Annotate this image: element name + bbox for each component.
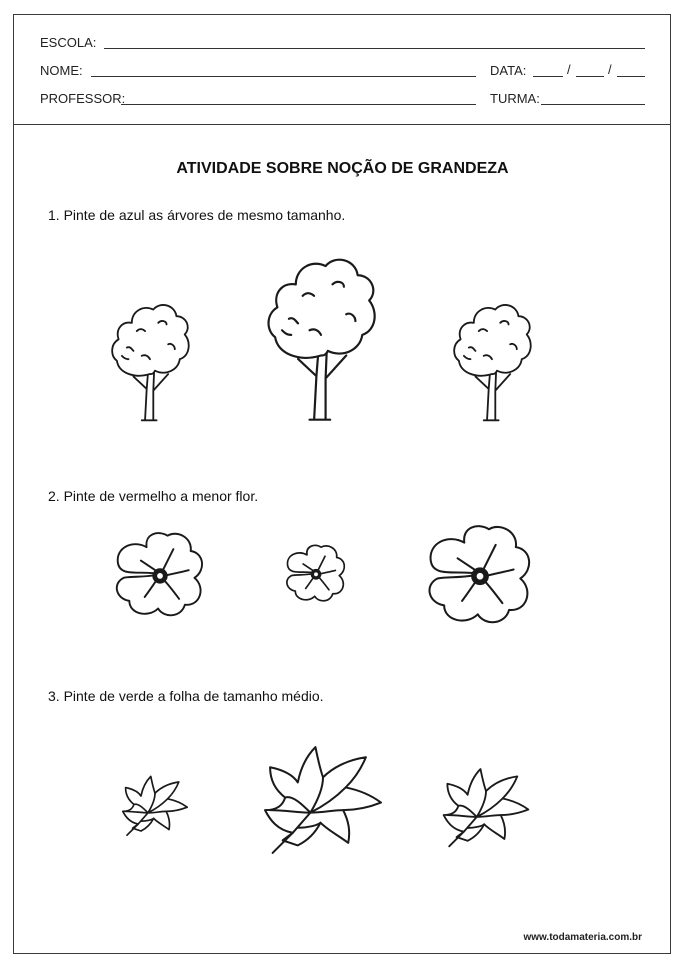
tree-small-left[interactable] bbox=[108, 298, 192, 422]
question-1-text: 1. Pinte de azul as árvores de mesmo tamanho. bbox=[48, 207, 346, 223]
header-divider bbox=[13, 124, 671, 125]
flower-icon bbox=[112, 528, 208, 620]
date-separator: / bbox=[567, 62, 571, 77]
flower-small-center[interactable] bbox=[283, 542, 349, 604]
date-label: DATA: bbox=[490, 63, 527, 78]
leaf-icon bbox=[120, 768, 190, 838]
class-label: TURMA: bbox=[490, 91, 540, 106]
question-3-text: 3. Pinte de verde a folha de tamanho médio. bbox=[48, 688, 324, 704]
flower-icon bbox=[424, 520, 536, 628]
flower-large-right[interactable] bbox=[424, 520, 536, 628]
flower-medium-left[interactable] bbox=[112, 528, 208, 620]
leaf-icon bbox=[440, 758, 532, 850]
tree-icon bbox=[262, 250, 380, 422]
footer-site: www.todamateria.com.br bbox=[523, 932, 642, 943]
leaf-medium-right[interactable] bbox=[440, 758, 532, 850]
date-year-field[interactable] bbox=[617, 76, 645, 77]
flower-icon bbox=[283, 542, 349, 604]
class-field[interactable] bbox=[541, 104, 645, 105]
leaf-large-center[interactable] bbox=[260, 732, 386, 858]
date-month-field[interactable] bbox=[576, 76, 604, 77]
tree-large-center[interactable] bbox=[262, 250, 380, 422]
teacher-field[interactable] bbox=[121, 104, 476, 105]
activity-title: ATIVIDADE SOBRE NOÇÃO DE GRANDEZA bbox=[176, 160, 509, 177]
school-label: ESCOLA: bbox=[40, 35, 97, 50]
name-label: NOME: bbox=[40, 63, 83, 78]
name-field[interactable] bbox=[91, 76, 476, 77]
teacher-label: PROFESSOR: bbox=[40, 91, 126, 106]
tree-icon bbox=[108, 298, 192, 422]
question-2-text: 2. Pinte de vermelho a menor flor. bbox=[48, 488, 259, 504]
tree-icon bbox=[450, 298, 534, 422]
leaf-small-left[interactable] bbox=[120, 768, 190, 838]
tree-small-right[interactable] bbox=[450, 298, 534, 422]
date-day-field[interactable] bbox=[533, 76, 563, 77]
school-field[interactable] bbox=[104, 48, 645, 49]
leaf-icon bbox=[260, 732, 386, 858]
date-separator: / bbox=[608, 62, 612, 77]
